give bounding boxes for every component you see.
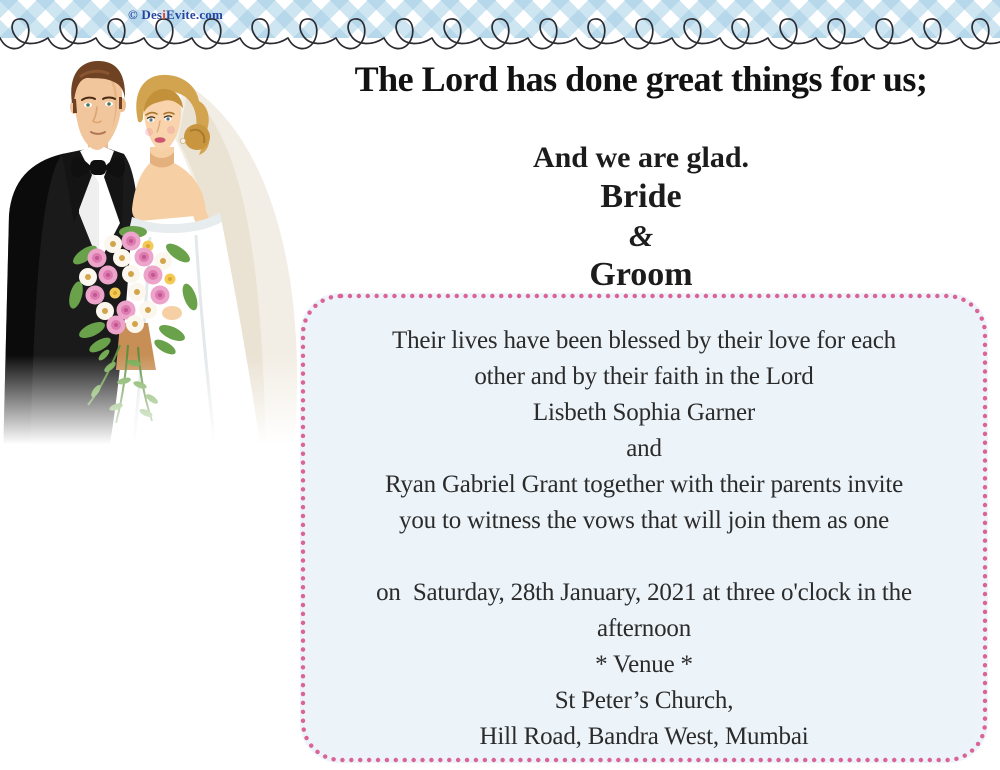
invitation-text bbox=[318, 323, 970, 755]
groom-label: Groom bbox=[589, 256, 693, 293]
invitation-box bbox=[300, 293, 988, 763]
invitation-line: and bbox=[626, 435, 662, 462]
invitation-line-venue-name: St Peter’s Church, bbox=[554, 687, 734, 714]
ampersand: & bbox=[628, 218, 654, 253]
bride-label: Bride bbox=[600, 178, 682, 215]
invitation-line-groom-name: Ryan Gabriel Grant together with their parents invite bbox=[384, 471, 904, 498]
watermark-accent: i bbox=[162, 7, 166, 22]
desievite-watermark bbox=[128, 7, 223, 23]
invitation-line: Their lives have been blessed by their love for each bbox=[392, 327, 896, 354]
invitation-line-venue-heading: * Venue * bbox=[595, 651, 693, 678]
invitation-line-blank bbox=[318, 539, 970, 575]
watermark-prefix: © Des bbox=[128, 7, 163, 22]
invitation-line: you to witness the vows that will join them as one bbox=[399, 507, 889, 534]
watermark-suffix: Evite.com bbox=[166, 7, 224, 22]
invitation-line-bride-name: Lisbeth Sophia Garner bbox=[532, 399, 756, 426]
invitation-line: afternoon bbox=[597, 615, 691, 642]
card-subtitle: And we are glad. bbox=[532, 141, 750, 174]
bride-groom-illustration bbox=[0, 55, 310, 460]
invitation-line: other and by their faith in the Lord bbox=[474, 363, 814, 390]
hair-bun bbox=[184, 124, 210, 150]
bride-lips bbox=[155, 137, 166, 143]
pearl-earring bbox=[180, 138, 185, 143]
invitation-line-venue-address: Hill Road, Bandra West, Mumbai bbox=[479, 723, 809, 750]
card-title: The Lord has done great things for us; bbox=[354, 59, 928, 99]
invitation-line-date: on Saturday, 28th January, 2021 at three o'clock in the bbox=[376, 579, 912, 606]
